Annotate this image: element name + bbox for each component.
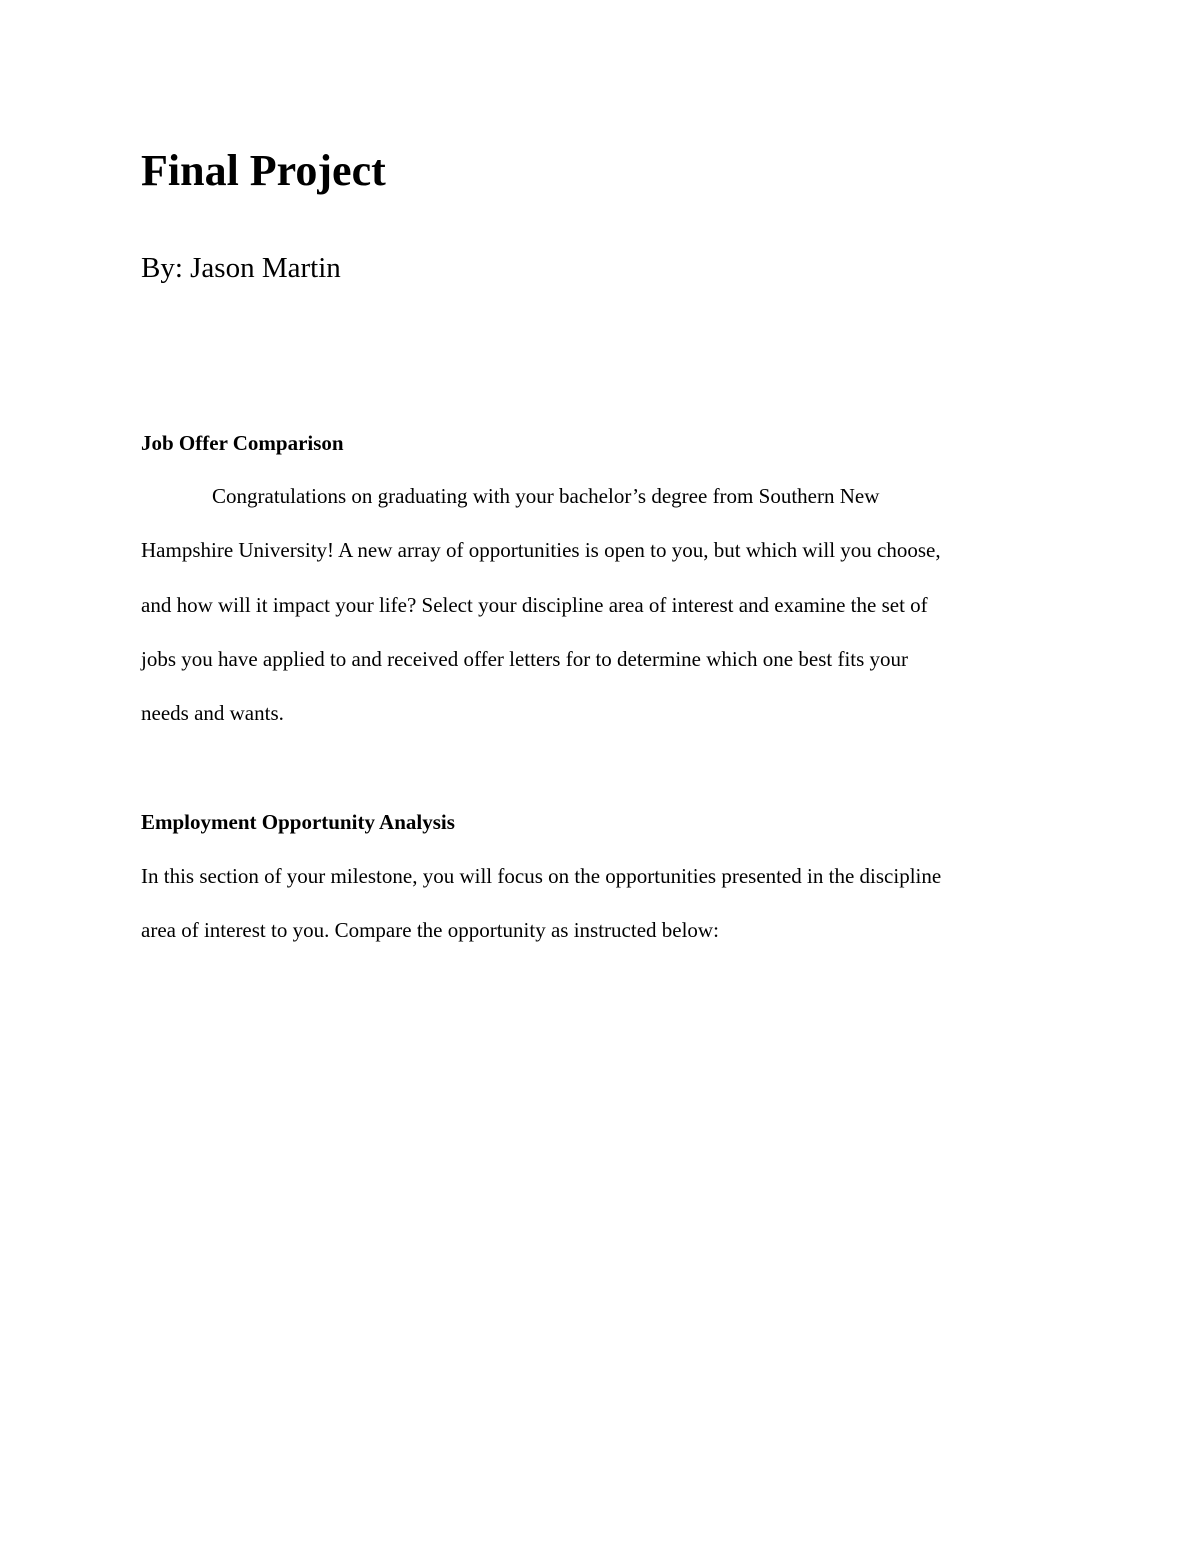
document-title: Final Project	[141, 146, 386, 195]
section-paragraph-job-offer-comparison	[141, 469, 1061, 740]
paragraph-line: area of interest to you. Compare the opportunity as instructed below:	[141, 918, 719, 943]
paragraph-line: jobs you have applied to and received offer letters for to determine which one best fits your	[141, 646, 909, 671]
paragraph-line: Hampshire University! A new array of opportunities is open to you, but which will you choose,	[141, 538, 941, 563]
paragraph-line: needs and wants.	[141, 701, 284, 726]
section-heading-employment-opportunity-analysis: Employment Opportunity Analysis	[141, 810, 455, 834]
section-paragraph-employment-opportunity-analysis	[141, 849, 1061, 958]
paragraph-line: and how will it impact your life? Select your discipline area of interest and examine the set of	[141, 592, 928, 617]
paragraph-line: Congratulations on graduating with your bachelor’s degree from Southern New	[212, 484, 880, 508]
section-heading-job-offer-comparison: Job Offer Comparison	[141, 431, 344, 455]
paragraph-line: In this section of your milestone, you will focus on the opportunities presented in the discipline	[141, 864, 942, 888]
document-author: By: Jason Martin	[141, 252, 341, 284]
